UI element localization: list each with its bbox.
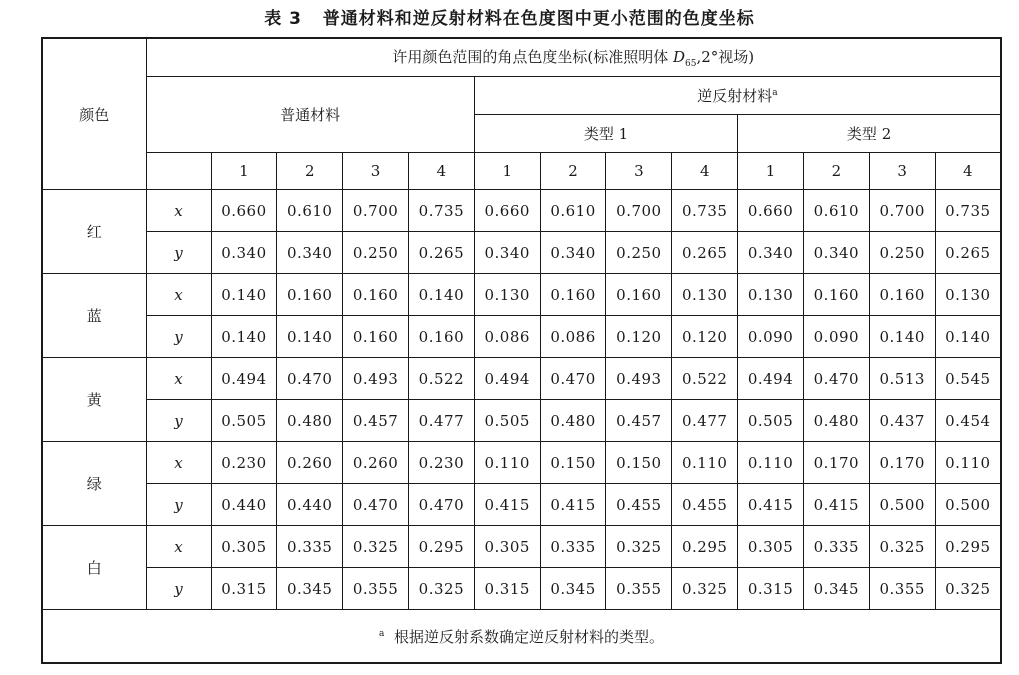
coordinate-value: 0.250 [869,232,935,274]
coordinate-value: 0.335 [277,526,343,568]
coordinate-value: 0.610 [540,190,606,232]
header-point-number: 2 [277,153,343,190]
coordinate-value: 0.140 [277,316,343,358]
coordinate-value: 0.457 [343,400,409,442]
table-row [42,316,1001,358]
coordinate-value: 0.735 [935,190,1001,232]
coordinate-value: 0.493 [343,358,409,400]
coordinate-value: 0.305 [474,526,540,568]
table-row [42,526,1001,568]
coordinate-value: 0.610 [803,190,869,232]
coordinate-value: 0.230 [211,442,277,484]
coordinate-value: 0.335 [540,526,606,568]
coordinate-value: 0.610 [277,190,343,232]
coordinate-value: 0.130 [474,274,540,316]
coordinate-value: 0.335 [803,526,869,568]
coordinate-value: 0.305 [738,526,804,568]
coordinate-value: 0.295 [672,526,738,568]
table-title: 表 3 普通材料和逆反射材料在色度图中更小范围的色度坐标 [264,9,755,29]
coordinate-value: 0.735 [408,190,474,232]
coordinate-value: 0.735 [672,190,738,232]
coordinate-value: 0.160 [540,274,606,316]
header-retro-sup: a [772,88,778,98]
chromaticity-table [41,37,1002,664]
coordinate-value: 0.086 [540,316,606,358]
table-row [42,568,1001,610]
coordinate-value: 0.120 [672,316,738,358]
coordinate-value: 0.315 [738,568,804,610]
header-retro [474,77,1001,115]
coordinate-value: 0.415 [738,484,804,526]
coordinate-value: 0.470 [408,484,474,526]
coordinate-value: 0.500 [935,484,1001,526]
color-name-cell: 蓝 [42,274,146,358]
coordinate-value: 0.522 [408,358,474,400]
header-span-title-post: ,2°视场) [696,48,755,66]
header-point-number: 3 [343,153,409,190]
table-row [42,358,1001,400]
coordinate-value: 0.477 [672,400,738,442]
coordinate-value: 0.505 [738,400,804,442]
coordinate-value: 0.340 [277,232,343,274]
header-point-number: 1 [211,153,277,190]
coordinate-value: 0.493 [606,358,672,400]
coordinate-label: x [146,358,211,400]
coordinate-value: 0.315 [211,568,277,610]
coordinate-value: 0.295 [408,526,474,568]
coordinate-value: 0.340 [211,232,277,274]
coordinate-value: 0.150 [540,442,606,484]
header-span-title-d: D [673,48,686,66]
footnote [42,610,1001,664]
header-point-number: 4 [935,153,1001,190]
coordinate-value: 0.494 [738,358,804,400]
coordinate-value: 0.140 [211,274,277,316]
coordinate-label: x [146,190,211,232]
coordinate-label: y [146,484,211,526]
coordinate-value: 0.700 [343,190,409,232]
coordinate-value: 0.325 [606,526,672,568]
coordinate-value: 0.545 [935,358,1001,400]
table-row [42,484,1001,526]
coordinate-value: 0.170 [869,442,935,484]
header-point-number: 4 [408,153,474,190]
header-color: 颜色 [42,38,146,190]
color-name-cell: 绿 [42,442,146,526]
coordinate-value: 0.660 [474,190,540,232]
coordinate-value: 0.522 [672,358,738,400]
coordinate-value: 0.265 [672,232,738,274]
coordinate-value: 0.455 [606,484,672,526]
footnote-mark: a [379,628,385,639]
coordinate-label: y [146,316,211,358]
coordinate-value: 0.090 [738,316,804,358]
coordinate-value: 0.437 [869,400,935,442]
coordinate-value: 0.415 [803,484,869,526]
coordinate-label: x [146,526,211,568]
coordinate-value: 0.160 [408,316,474,358]
coordinate-value: 0.457 [606,400,672,442]
coordinate-value: 0.150 [606,442,672,484]
header-point-number: 3 [869,153,935,190]
header-span-title-pre: 许用颜色范围的角点色度坐标(标准照明体 [392,48,673,66]
coordinate-value: 0.120 [606,316,672,358]
coordinate-value: 0.477 [408,400,474,442]
header-point-number: 4 [672,153,738,190]
coordinate-value: 0.480 [803,400,869,442]
coordinate-value: 0.140 [211,316,277,358]
coordinate-value: 0.260 [343,442,409,484]
coordinate-value: 0.250 [606,232,672,274]
coordinate-value: 0.470 [803,358,869,400]
coordinate-value: 0.340 [474,232,540,274]
coordinate-value: 0.340 [540,232,606,274]
coordinate-value: 0.265 [935,232,1001,274]
coordinate-value: 0.440 [211,484,277,526]
coordinate-value: 0.130 [672,274,738,316]
coordinate-value: 0.160 [606,274,672,316]
header-point-number: 2 [803,153,869,190]
coordinate-value: 0.440 [277,484,343,526]
coordinate-value: 0.660 [738,190,804,232]
header-blank-cell [146,153,211,190]
coordinate-value: 0.160 [277,274,343,316]
coordinate-value: 0.160 [343,274,409,316]
header-point-number: 1 [738,153,804,190]
coordinate-value: 0.325 [672,568,738,610]
header-span-title [146,38,1001,77]
coordinate-value: 0.494 [211,358,277,400]
coordinate-value: 0.505 [211,400,277,442]
coordinate-value: 0.305 [211,526,277,568]
header-type2: 类型 2 [738,115,1001,153]
header-ordinary: 普通材料 [146,77,474,153]
coordinate-label: y [146,568,211,610]
coordinate-value: 0.415 [474,484,540,526]
coordinate-value: 0.660 [211,190,277,232]
table-row [42,442,1001,484]
coordinate-value: 0.295 [935,526,1001,568]
coordinate-value: 0.090 [803,316,869,358]
coordinate-value: 0.140 [869,316,935,358]
coordinate-value: 0.455 [672,484,738,526]
coordinate-label: y [146,232,211,274]
coordinate-value: 0.315 [474,568,540,610]
coordinate-value: 0.355 [869,568,935,610]
coordinate-label: y [146,400,211,442]
header-type1: 类型 1 [474,115,737,153]
footnote-text: 根据逆反射系数确定逆反射材料的类型。 [393,627,664,646]
coordinate-value: 0.110 [672,442,738,484]
table-row [42,190,1001,232]
coordinate-value: 0.325 [935,568,1001,610]
coordinate-value: 0.480 [540,400,606,442]
coordinate-value: 0.160 [869,274,935,316]
coordinate-value: 0.340 [803,232,869,274]
table-row [42,274,1001,316]
coordinate-value: 0.345 [277,568,343,610]
coordinate-value: 0.700 [606,190,672,232]
coordinate-value: 0.325 [408,568,474,610]
header-point-number: 3 [606,153,672,190]
coordinate-value: 0.454 [935,400,1001,442]
coordinate-value: 0.470 [540,358,606,400]
color-name-cell: 白 [42,526,146,610]
color-name-cell: 红 [42,190,146,274]
coordinate-value: 0.130 [935,274,1001,316]
color-name-cell: 黄 [42,358,146,442]
coordinate-value: 0.170 [803,442,869,484]
header-point-number: 1 [474,153,540,190]
header-span-title-sub: 65 [685,59,697,69]
coordinate-value: 0.130 [738,274,804,316]
coordinate-value: 0.325 [343,526,409,568]
coordinate-value: 0.345 [540,568,606,610]
coordinate-value: 0.345 [803,568,869,610]
coordinate-value: 0.494 [474,358,540,400]
coordinate-value: 0.480 [277,400,343,442]
coordinate-value: 0.325 [869,526,935,568]
coordinate-value: 0.160 [803,274,869,316]
coordinate-label: x [146,442,211,484]
coordinate-value: 0.513 [869,358,935,400]
coordinate-value: 0.160 [343,316,409,358]
coordinate-value: 0.140 [935,316,1001,358]
coordinate-value: 0.260 [277,442,343,484]
table-row [42,232,1001,274]
coordinate-value: 0.500 [869,484,935,526]
coordinate-value: 0.110 [935,442,1001,484]
coordinate-value: 0.505 [474,400,540,442]
coordinate-value: 0.470 [343,484,409,526]
header-retro-label: 逆反射材料 [697,87,773,105]
coordinate-value: 0.110 [738,442,804,484]
coordinate-value: 0.230 [408,442,474,484]
coordinate-value: 0.140 [408,274,474,316]
coordinate-value: 0.110 [474,442,540,484]
coordinate-value: 0.250 [343,232,409,274]
coordinate-value: 0.355 [606,568,672,610]
coordinate-value: 0.355 [343,568,409,610]
coordinate-value: 0.415 [540,484,606,526]
coordinate-value: 0.470 [277,358,343,400]
header-point-number: 2 [540,153,606,190]
coordinate-label: x [146,274,211,316]
coordinate-value: 0.700 [869,190,935,232]
coordinate-value: 0.265 [408,232,474,274]
table-row [42,400,1001,442]
coordinate-value: 0.086 [474,316,540,358]
coordinate-value: 0.340 [738,232,804,274]
